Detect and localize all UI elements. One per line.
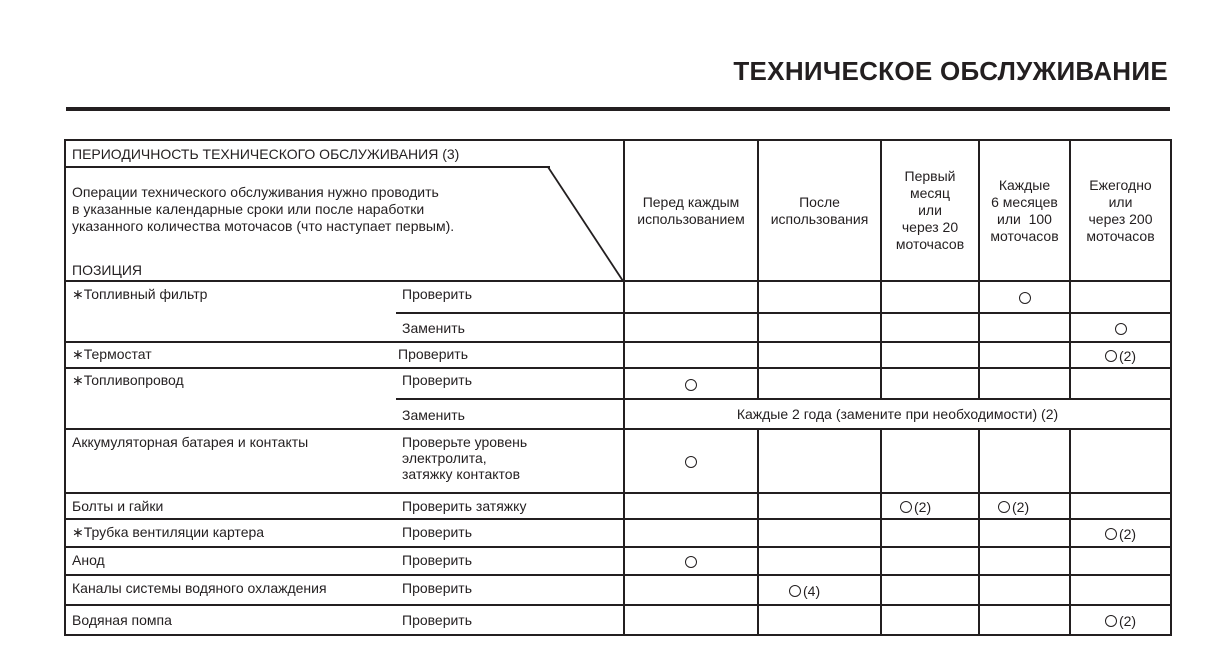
col-header-line: После (799, 193, 840, 210)
col-header-line: месяц (909, 185, 950, 201)
col-header-6-months (979, 140, 1070, 281)
operation-line: электролита, (402, 450, 487, 466)
col-header-line: или 100 (997, 210, 1052, 227)
col-header-after-use (758, 140, 881, 281)
operation-line: Проверьте уровень (402, 434, 528, 450)
item-cell: ∗Топливный фильтр (65, 281, 396, 342)
mark-cell (624, 493, 758, 519)
mark-cell (881, 429, 979, 493)
mark-cell (624, 342, 758, 368)
mark-cell (881, 575, 979, 605)
col-header-line: использованием (637, 210, 745, 227)
mark-cell (624, 313, 758, 342)
schedule-note (72, 184, 454, 235)
mark-cell (881, 519, 979, 547)
circle-mark-icon (685, 456, 697, 468)
mark-cell (1070, 368, 1171, 399)
col-header-line: Первый (904, 168, 956, 184)
item-cell: ∗Термостат (65, 342, 396, 368)
mark-cell (758, 547, 881, 575)
mark-cell (624, 519, 758, 547)
circle-mark-icon (998, 501, 1010, 513)
mark-cell (881, 342, 979, 368)
mark-cell (758, 313, 881, 342)
col-header-line: моточасов (990, 227, 1059, 244)
mark-cell (1070, 605, 1171, 635)
mark-cell (1070, 281, 1171, 313)
mark-cell (979, 547, 1070, 575)
mark-cell (979, 313, 1070, 342)
item-cell: Водяная помпа (65, 605, 396, 635)
title-rule (66, 107, 1170, 111)
mark-cell (881, 605, 979, 635)
mark-note: (2) (1118, 612, 1137, 629)
mark-cell (881, 368, 979, 399)
mark-note: (2) (1012, 498, 1030, 515)
col-header-first-month (881, 140, 979, 281)
table-row (65, 281, 1171, 313)
mark-cell (758, 575, 881, 605)
circle-mark-icon (685, 379, 697, 391)
col-header-line: Ежегодно (1089, 176, 1152, 193)
mark-cell (624, 575, 758, 605)
item-cell: ∗Трубка вентиляции картера (65, 519, 396, 547)
item-cell: Болты и гайки (65, 493, 396, 519)
table-row (65, 575, 1171, 605)
circle-mark-icon (1105, 615, 1117, 627)
mark-cell (624, 368, 758, 399)
mark-cell (624, 547, 758, 575)
item-cell: Каналы системы водяного охлаждения (65, 575, 396, 605)
table-row (65, 547, 1171, 575)
header-diagonal-cell (65, 140, 624, 281)
mark-cell (758, 493, 881, 519)
col-header-line: 6 месяцев (991, 193, 1058, 210)
mark-cell (979, 368, 1070, 399)
table-row (65, 368, 1171, 399)
operation-cell (396, 429, 624, 493)
table-title: ПЕРИОДИЧНОСТЬ ТЕХНИЧЕСКОГО ОБСЛУЖИВАНИЯ (3) (72, 146, 460, 162)
maintenance-schedule-table (64, 139, 1172, 636)
mark-cell (1070, 429, 1171, 493)
mark-cell (1070, 547, 1171, 575)
table-row (65, 429, 1171, 493)
mark-cell (624, 429, 758, 493)
col-header-line: моточасов (895, 236, 965, 252)
table-row (65, 493, 1171, 519)
interval-note-cell: Каждые 2 года (замените при необходимости) (2) (624, 399, 1171, 429)
col-header-line: или (1108, 193, 1133, 210)
circle-mark-icon (1115, 323, 1127, 335)
operation-cell: Проверить (396, 605, 624, 635)
mark-cell (979, 493, 1070, 519)
col-header-line: через 200 (1088, 210, 1153, 227)
mark-cell (979, 429, 1070, 493)
mark-cell (1070, 342, 1171, 368)
mark-cell (758, 281, 881, 313)
mark-cell (758, 342, 881, 368)
col-header-yearly (1070, 140, 1171, 281)
mark-cell (1070, 493, 1171, 519)
mark-note: (2) (914, 498, 932, 515)
mark-cell (979, 342, 1070, 368)
operation-cell: Проверить (396, 342, 624, 368)
mark-cell (758, 605, 881, 635)
table-row (65, 605, 1171, 635)
mark-cell (624, 281, 758, 313)
item-cell: ∗Топливопровод (65, 368, 396, 429)
mark-cell (1070, 575, 1171, 605)
mark-note: (2) (1118, 525, 1137, 542)
operation-cell: Проверить (396, 519, 624, 547)
mark-cell (1070, 519, 1171, 547)
mark-note: (2) (1118, 347, 1137, 364)
mark-cell (758, 368, 881, 399)
table-row (65, 519, 1171, 547)
circle-mark-icon (900, 501, 912, 513)
operation-cell: Проверить (396, 368, 624, 399)
mark-cell (624, 605, 758, 635)
operation-cell: Заменить (396, 399, 624, 429)
note-line: указанного количества моточасов (что наступает первым). (72, 218, 455, 234)
circle-mark-icon (1105, 528, 1117, 540)
col-header-line: Каждые (998, 176, 1051, 193)
note-line: Операции технического обслуживания нужно проводить (72, 184, 439, 200)
mark-cell (881, 281, 979, 313)
col-header-line: моточасов (1086, 227, 1155, 244)
table-row (65, 342, 1171, 368)
note-line: в указанные календарные сроки или после наработки (72, 201, 425, 217)
col-header-before-use (624, 140, 758, 281)
col-header-line: или (918, 202, 942, 218)
circle-mark-icon (1105, 350, 1117, 362)
col-header-line: использования (770, 210, 869, 227)
circle-mark-icon (1019, 292, 1031, 304)
mark-cell (979, 605, 1070, 635)
mark-cell (758, 519, 881, 547)
mark-cell (979, 281, 1070, 313)
col-header-line: через 20 (901, 219, 959, 235)
mark-cell (979, 519, 1070, 547)
operation-cell: Проверить (396, 281, 624, 313)
operation-cell: Проверить затяжку (396, 493, 624, 519)
page-title: ТЕХНИЧЕСКОЕ ОБСЛУЖИВАНИЕ (733, 56, 1168, 86)
operation-cell: Проверить (396, 547, 624, 575)
mark-note: (4) (803, 582, 821, 599)
mark-cell (881, 493, 979, 519)
circle-mark-icon (685, 556, 697, 568)
item-cell: Анод (65, 547, 396, 575)
mark-cell (758, 429, 881, 493)
position-label: ПОЗИЦИЯ (72, 262, 142, 278)
mark-cell (1070, 313, 1171, 342)
mark-cell (979, 575, 1070, 605)
header-row (65, 140, 1171, 281)
item-cell: Аккумуляторная батарея и контакты (65, 429, 396, 493)
circle-mark-icon (789, 585, 801, 597)
operation-cell: Заменить (396, 313, 624, 342)
mark-cell (881, 313, 979, 342)
operation-line: затяжку контактов (402, 466, 521, 482)
mark-cell (881, 547, 979, 575)
operation-cell: Проверить (396, 575, 624, 605)
col-header-line: Перед каждым (642, 193, 740, 210)
